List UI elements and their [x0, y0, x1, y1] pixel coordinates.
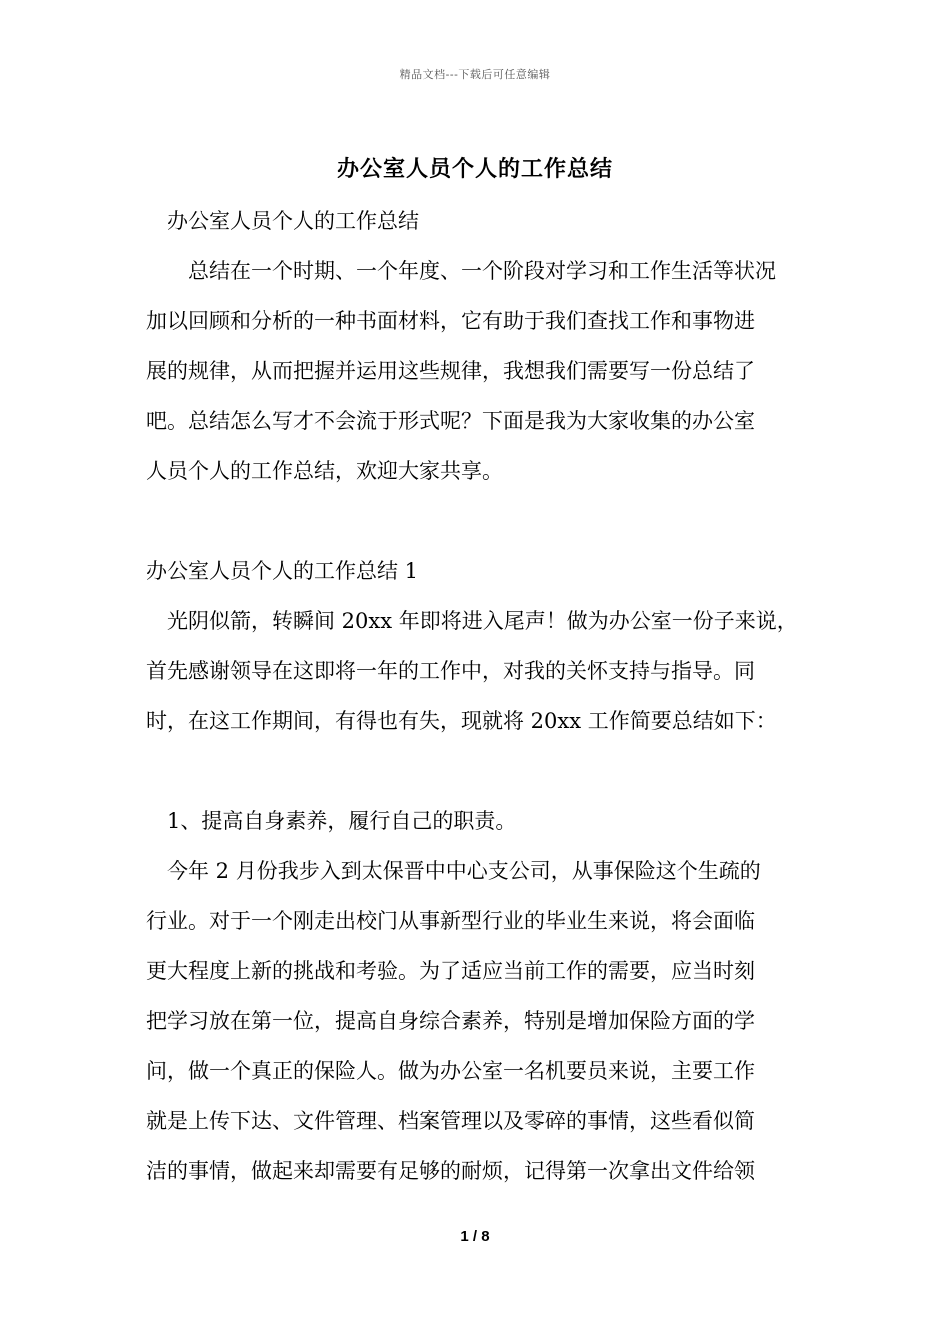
paragraph-line: 首先感谢领导在这即将一年的工作中，对我的关怀支持与指导。同 [146, 659, 755, 683]
paragraph-line: 把学习放在第一位，提高自身综合素养，特别是增加保险方面的学 [146, 1009, 755, 1033]
paragraph-line: 光阴似箭，转瞬间 20xx 年即将进入尾声！做为办公室一份子来说， [146, 609, 798, 633]
paragraph-line: 加以回顾和分析的一种书面材料，它有助于我们查找工作和事物进 [146, 309, 755, 333]
list-heading: 1、提高自身素养，履行自己的职责。 [146, 809, 517, 833]
paragraph-line: 时，在这工作期间，有得也有失，现就将 20xx 工作简要总结如下： [146, 709, 777, 733]
paragraph-line: 就是上传下达、文件管理、档案管理以及零碎的事情，这些看似简 [146, 1109, 755, 1133]
paragraph-line: 问，做一个真正的保险人。做为办公室一名机要员来说，主要工作 [146, 1059, 755, 1083]
page-number: 1 / 8 [460, 1228, 490, 1245]
page-header: 精品文档---下载后可任意编辑 [399, 68, 551, 81]
section-heading: 办公室人员个人的工作总结 1 [146, 559, 419, 583]
paragraph-line: 行业。对于一个刚走出校门从事新型行业的毕业生来说，将会面临 [146, 909, 755, 933]
paragraph-line: 吧。总结怎么写才不会流于形式呢？下面是我为大家收集的办公室 [146, 409, 755, 433]
paragraph-line: 今年 2 月份我步入到太保晋中中心支公司，从事保险这个生疏的 [146, 859, 761, 883]
blank-line [146, 496, 816, 546]
paragraph-line: 展的规律，从而把握并运用这些规律，我想我们需要写一份总结了 [146, 359, 755, 383]
document-title: 办公室人员个人的工作总结 [336, 156, 613, 182]
paragraph-line: 更大程度上新的挑战和考验。为了适应当前工作的需要，应当时刻 [146, 959, 755, 983]
paragraph-line: 总结在一个时期、一个年度、一个阶段对学习和工作生活等状况 [146, 259, 776, 283]
subtitle-line: 办公室人员个人的工作总结 [146, 209, 419, 233]
paragraph-line: 人员个人的工作总结，欢迎大家共享。 [146, 459, 503, 483]
paragraph-line: 洁的事情，做起来却需要有足够的耐烦，记得第一次拿出文件给领 [146, 1159, 755, 1183]
blank-line [146, 746, 816, 796]
document-body [146, 196, 816, 1196]
